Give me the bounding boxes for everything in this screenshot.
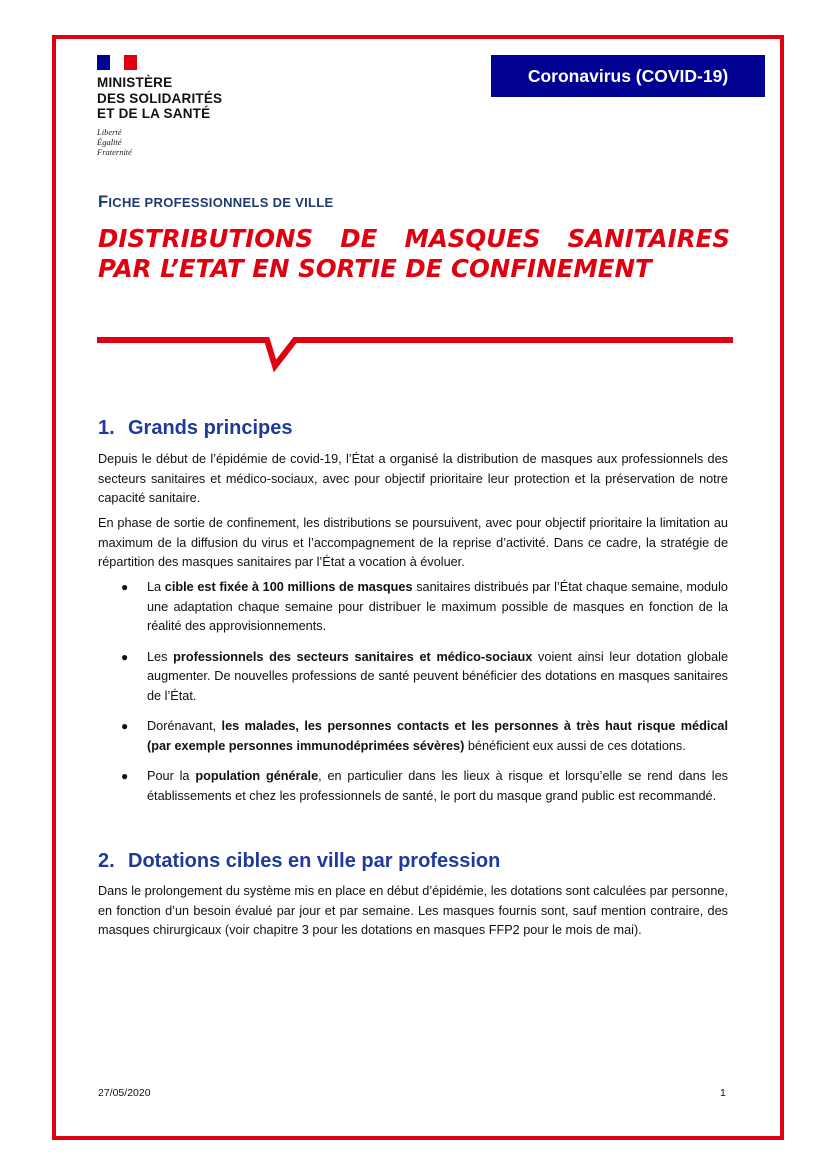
topic-banner: Coronavirus (COVID-19)	[491, 55, 765, 97]
ministry-line: ET DE LA SANTÉ	[97, 106, 211, 121]
motto-line: Égalité	[97, 136, 122, 147]
motto-line: Liberté	[97, 126, 122, 137]
ministry-line: DES SOLIDARITÉS	[97, 90, 223, 106]
ministry-line: MINISTÈRE	[97, 75, 173, 90]
bullet-icon: ●	[121, 580, 129, 594]
section-1-heading	[98, 417, 293, 440]
list-item: ● Dorénavant, les malades, les personnes contacts et les personnes à très haut risque médical (par exemple personnes immunodéprimées sévères) bénéficient eux aussi de ces dotations.	[121, 719, 728, 753]
page-number: 1	[720, 1087, 726, 1099]
list-item: ● Les professionnels des secteurs sanitaires et médico-sociaux voient ainsi leur dotation globale augmenter. De nouvelles professions de santé peuvent bénéficier des dotations en masques sanitaires de l’État.	[121, 649, 729, 703]
section-title-text: Grands principes	[128, 417, 293, 439]
document-title: DISTRIBUTIONS DE MASQUES SANITAIRES PAR L’ETAT EN SORTIE DE CONFINEMENT	[98, 224, 730, 283]
bullet-list	[98, 578, 728, 817]
speech-callout-divider	[97, 334, 733, 374]
footer-date: 27/05/2020	[98, 1087, 151, 1099]
republic-motto	[97, 127, 222, 157]
section-title-text: Dotations cibles en ville par profession	[128, 850, 501, 872]
kicker-initial: F	[98, 193, 109, 211]
document-kicker	[98, 193, 334, 212]
paragraph: En phase de sortie de confinement, les distributions se poursuivent, avec pour objectif prioritaire la limitation au maximum de la diffusion du virus et l’accompagnement de la reprise d’activité. Dans ce cadre, la stratégie de répartition des masques sanitaires par l’État a vocation à évoluer.	[98, 516, 728, 569]
republic-flag-icon	[97, 55, 137, 70]
bullet-icon: ●	[121, 769, 129, 783]
section-number: 1.	[98, 417, 115, 439]
ministry-name	[97, 75, 222, 122]
bullet-icon: ●	[121, 719, 129, 733]
list-item: ● La cible est fixée à 100 millions de masques sanitaires distribués par l’État chaque semaine, modulo une adaptation chaque semaine pour distribuer le maximum possible de masques en fonction de la réalité des approvisionnements.	[121, 580, 728, 633]
section-2-heading	[98, 850, 500, 873]
list-item: ● Pour la population générale, en particulier dans les lieux à risque et lorsqu’elle se rend dans les établissements et chez les professionnels de santé, le port du masque grand public est recommandé.	[121, 769, 729, 803]
paragraph: Depuis le début de l’épidémie de covid-19, l’État a organisé la distribution de masques aux professionnels des secteurs sanitaires et médico-sociaux, avec pour objectif prioritaire leur protection et la préservation de notre capacité sanitaire.	[98, 452, 728, 505]
kicker-rest: ICHE PROFESSIONNELS DE VILLE	[108, 195, 334, 210]
section-number: 2.	[98, 850, 115, 872]
bullet-icon: ●	[121, 649, 129, 664]
paragraph: Dans le prolongement du système mis en place en début d’épidémie, les dotations sont calculées par personne, en fonction d’un besoin évalué par jour et par semaine. Les masques fournis sont, sauf mention contraire, des masques chirurgicaux (voir chapitre 3 pour les dotations en masques FFP2 pour le mois de mai).	[98, 884, 728, 937]
ministry-logo	[97, 55, 222, 157]
motto-line: Fraternité	[97, 146, 132, 157]
